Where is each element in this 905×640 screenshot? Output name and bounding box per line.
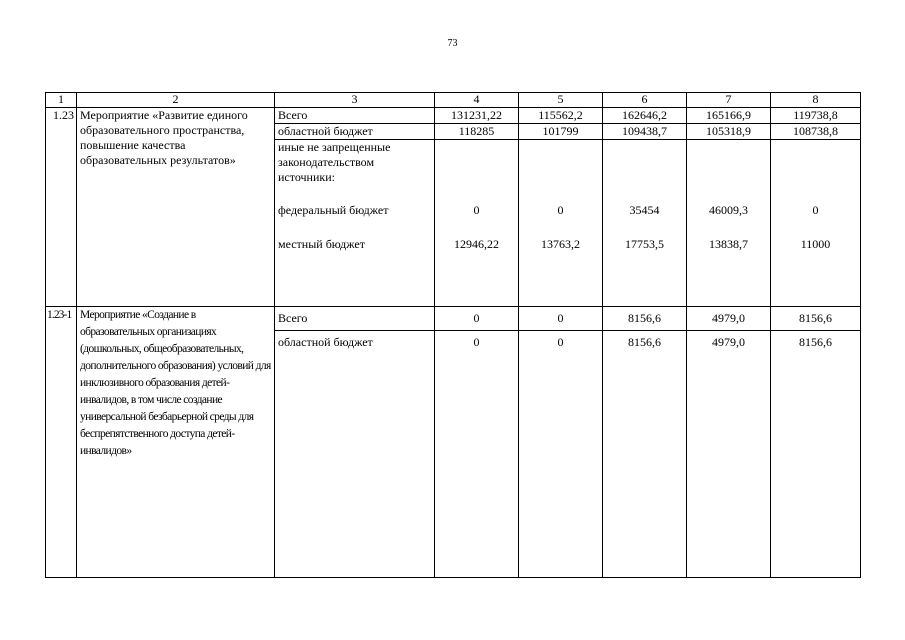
value-cell: 0: [557, 203, 564, 218]
value-cell: 0: [473, 203, 480, 218]
row-number: 1.23: [46, 108, 77, 307]
value-cell: 8156,6: [771, 331, 861, 578]
value-cell: 0: [812, 203, 819, 218]
value-group: [519, 140, 603, 307]
source-label: иные не запрещенные законодательством источники:: [278, 140, 391, 185]
header-cell: 2: [77, 93, 275, 108]
table-row: [46, 108, 861, 124]
source-group: [275, 140, 435, 307]
value-cell: 131231,22: [435, 108, 519, 124]
value-cell: 4979,0: [687, 307, 771, 331]
value-group: [603, 140, 687, 307]
value-cell: 0: [435, 331, 519, 578]
value-cell: 108738,8: [771, 124, 861, 140]
value-cell: 118285: [435, 124, 519, 140]
measure-name: Мероприятие «Развитие единого образовательного пространства, повышение качества образовательных результатов»: [77, 108, 275, 307]
source-label: местный бюджет: [278, 237, 365, 252]
value-cell: 17753,5: [625, 237, 664, 252]
value-cell: 165166,9: [687, 108, 771, 124]
value-cell: 13763,2: [541, 237, 580, 252]
page-number: 73: [447, 38, 458, 49]
value-cell: 119738,8: [771, 108, 861, 124]
header-row: [46, 93, 861, 108]
value-cell: 101799: [519, 124, 603, 140]
value-cell: 11000: [800, 237, 831, 252]
value-cell: 162646,2: [603, 108, 687, 124]
source-label: Всего: [275, 108, 435, 124]
header-cell: 6: [603, 93, 687, 108]
header-cell: 8: [771, 93, 861, 108]
value-cell: 115562,2: [519, 108, 603, 124]
source-label: федеральный бюджет: [278, 203, 389, 218]
measure-name: Мероприятие «Создание в образовательных организациях (дошкольных, общеобразовательных, дополнительного образования) условий для инклюзивного образования детей-инвалидов, в том числе создание универсальной безбарьерной среды для беспрепятственного доступа детей-инвалидов»: [77, 307, 275, 578]
value-cell: 109438,7: [603, 124, 687, 140]
source-label: областной бюджет: [275, 124, 435, 140]
header-cell: 7: [687, 93, 771, 108]
value-group: [771, 140, 861, 307]
value-cell: 0: [435, 307, 519, 331]
value-group: [687, 140, 771, 307]
source-label: областной бюджет: [275, 331, 435, 578]
header-cell: 4: [435, 93, 519, 108]
value-cell: 0: [519, 307, 603, 331]
value-cell: 46009,3: [709, 203, 748, 218]
row-number: 1.23-1: [46, 307, 77, 578]
source-label: Всего: [275, 307, 435, 331]
value-cell: 13838,7: [709, 237, 748, 252]
value-cell: 35454: [629, 203, 660, 218]
value-cell: 4979,0: [687, 331, 771, 578]
header-cell: 5: [519, 93, 603, 108]
value-cell: 0: [519, 331, 603, 578]
value-cell: 105318,9: [687, 124, 771, 140]
value-cell: 8156,6: [771, 307, 861, 331]
table-row: [46, 307, 861, 331]
value-cell: 8156,6: [603, 307, 687, 331]
value-cell: 8156,6: [603, 331, 687, 578]
value-cell: 12946,22: [454, 237, 499, 252]
budget-table: [45, 92, 861, 578]
value-group: [435, 140, 519, 307]
header-cell: 3: [275, 93, 435, 108]
header-cell: 1: [46, 93, 77, 108]
